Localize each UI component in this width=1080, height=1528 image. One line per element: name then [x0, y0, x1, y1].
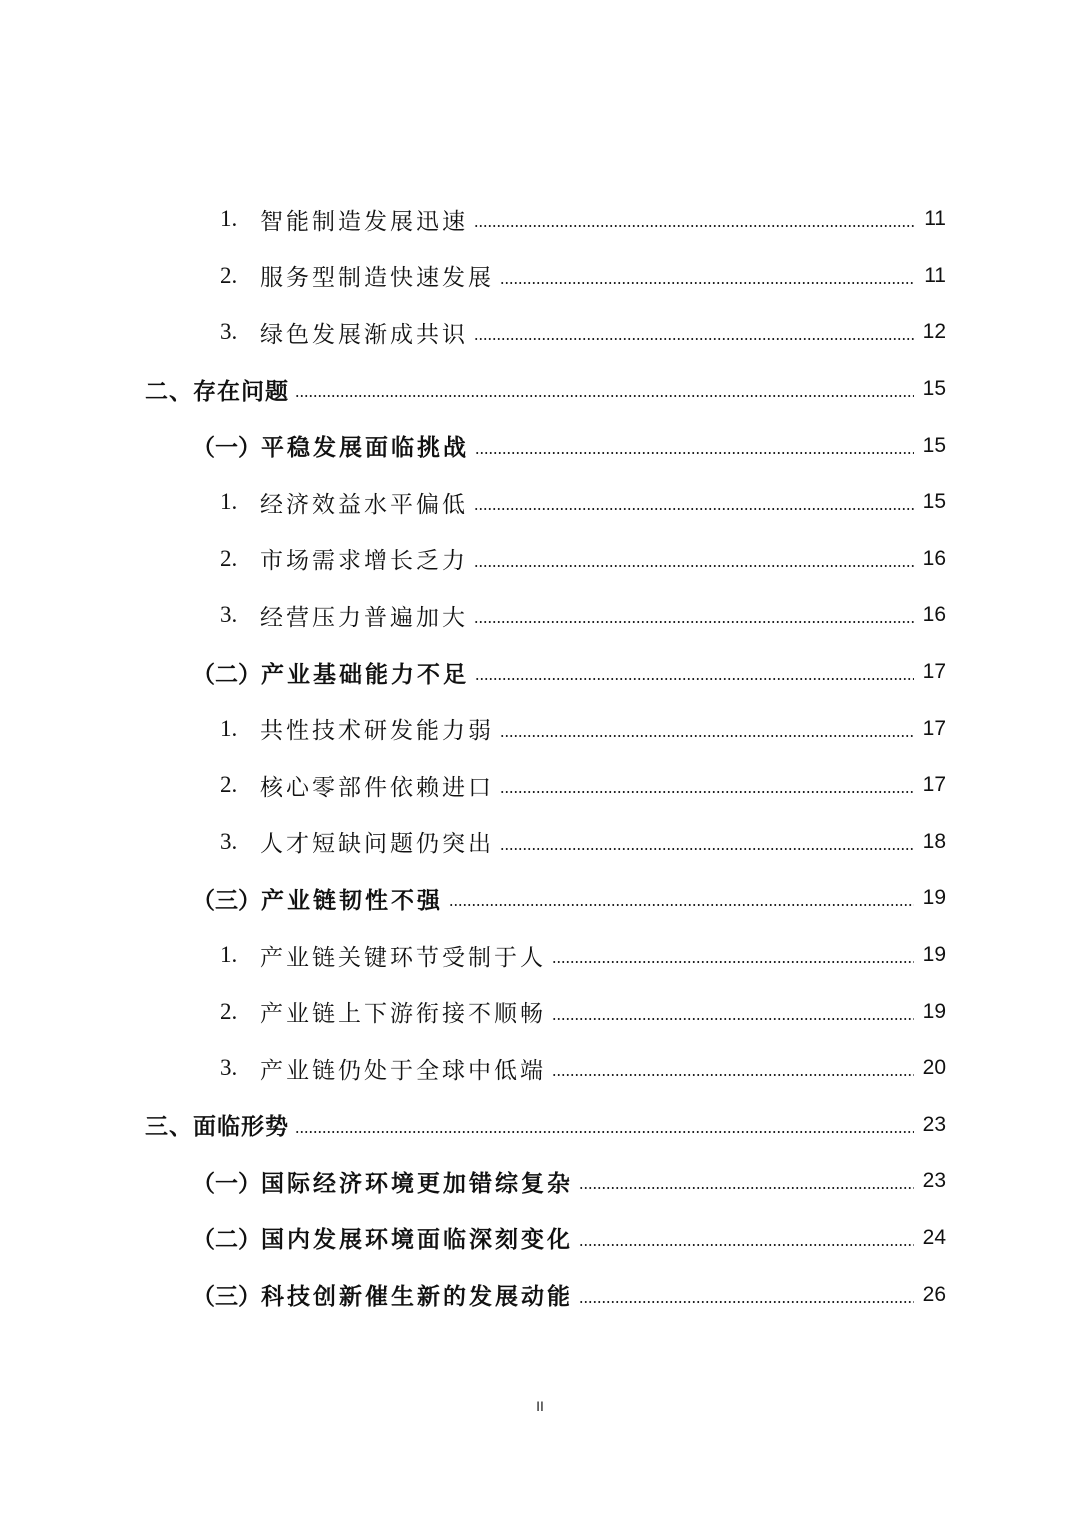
toc-entry-page: 11	[924, 263, 946, 287]
toc-entry-page: 19	[922, 999, 946, 1023]
toc-entry[interactable]	[0, 644, 1080, 701]
toc-entry-title: 绿色发展渐成共识	[260, 321, 468, 348]
toc-entry-title: 智能制造发展迅速	[260, 208, 468, 235]
toc-dot-leader	[552, 961, 914, 963]
toc-entry-number: 二、	[145, 378, 193, 405]
toc-entry[interactable]	[0, 587, 1080, 644]
toc-entry[interactable]	[0, 700, 1080, 757]
toc-entry[interactable]	[0, 757, 1080, 814]
toc-entry-page: 26	[922, 1282, 946, 1306]
toc-entry-page: 16	[922, 546, 946, 570]
toc-entry-number: 2.	[220, 262, 238, 288]
toc-entry-page: 23	[922, 1169, 946, 1193]
toc-entry-number: 1.	[220, 489, 238, 515]
toc-dot-leader	[295, 395, 914, 397]
toc-entry-page: 15	[922, 377, 946, 401]
toc-entry[interactable]	[0, 417, 1080, 474]
toc-entry-page: 18	[922, 829, 946, 853]
toc-dot-leader	[500, 282, 914, 284]
toc-entry-page: 23	[922, 1112, 946, 1136]
toc-entry-title: 服务型制造快速发展	[260, 265, 494, 292]
toc-entry-page: 19	[922, 886, 946, 910]
toc-entry[interactable]	[0, 474, 1080, 531]
toc-entry-number: 1.	[220, 942, 238, 968]
toc-dot-leader	[579, 1187, 914, 1189]
toc-entry-page: 17	[922, 660, 946, 684]
toc-dot-leader	[474, 338, 914, 340]
toc-dot-leader	[474, 508, 914, 510]
toc-dot-leader	[552, 1074, 914, 1076]
toc-entry-title: 人才短缺问题仍突出	[260, 831, 494, 858]
toc-entry-number: 3.	[220, 319, 238, 345]
toc-entry-page: 20	[922, 1056, 946, 1080]
table-of-contents	[0, 191, 1080, 1323]
toc-entry[interactable]	[0, 983, 1080, 1040]
toc-entry-number: 2.	[220, 545, 238, 571]
toc-entry-number: 3.	[220, 828, 238, 854]
toc-entry-page: 17	[922, 773, 946, 797]
toc-entry[interactable]	[0, 304, 1080, 361]
toc-dot-leader	[475, 678, 914, 680]
toc-entry-number: 三、	[145, 1114, 193, 1141]
toc-entry-page: 15	[922, 433, 946, 457]
toc-entry[interactable]	[0, 1153, 1080, 1210]
toc-entry-page: 11	[924, 207, 946, 231]
toc-entry-title: 科技创新催生新的发展动能	[261, 1283, 573, 1311]
toc-entry[interactable]	[0, 191, 1080, 248]
toc-entry-number: （三）	[192, 886, 261, 914]
toc-entry-number: （三）	[192, 1283, 261, 1311]
toc-dot-leader	[552, 1018, 914, 1020]
toc-dot-leader	[500, 848, 914, 850]
toc-entry-page: 15	[922, 490, 946, 514]
toc-entry-page: 16	[922, 603, 946, 627]
toc-entry-title: 经济效益水平偏低	[260, 491, 468, 518]
toc-entry-page: 17	[922, 716, 946, 740]
toc-entry-number: 3.	[220, 602, 238, 628]
toc-entry-title: 产业链关键环节受制于人	[260, 944, 546, 971]
toc-entry-title: 国内发展环境面临深刻变化	[261, 1226, 573, 1254]
toc-dot-leader	[474, 565, 914, 567]
toc-entry-title: 市场需求增长乏力	[260, 548, 468, 575]
toc-dot-leader	[475, 452, 914, 454]
toc-entry[interactable]	[0, 814, 1080, 871]
toc-entry-title: 面临形势	[193, 1114, 289, 1141]
toc-entry-title: 核心零部件依赖进口	[260, 774, 494, 801]
toc-entry[interactable]	[0, 1210, 1080, 1267]
toc-entry-title: 产业基础能力不足	[261, 660, 469, 688]
toc-dot-leader	[500, 791, 914, 793]
toc-dot-leader	[579, 1244, 914, 1246]
toc-entry-number: 1.	[220, 715, 238, 741]
toc-entry[interactable]	[0, 361, 1080, 418]
toc-dot-leader	[474, 621, 914, 623]
toc-dot-leader	[579, 1301, 914, 1303]
toc-dot-leader	[295, 1131, 914, 1133]
toc-entry[interactable]	[0, 248, 1080, 305]
toc-entry-number: 3.	[220, 1055, 238, 1081]
toc-dot-leader	[500, 735, 914, 737]
toc-entry[interactable]	[0, 531, 1080, 588]
toc-entry-number: 2.	[220, 998, 238, 1024]
toc-entry-page: 24	[922, 1225, 946, 1249]
toc-entry-page: 12	[922, 320, 946, 344]
toc-entry-title: 产业链仍处于全球中低端	[260, 1057, 546, 1084]
toc-entry-number: （二）	[192, 1226, 261, 1254]
toc-dot-leader	[449, 904, 914, 906]
toc-entry[interactable]	[0, 927, 1080, 984]
toc-dot-leader	[474, 225, 914, 227]
toc-entry[interactable]	[0, 1266, 1080, 1323]
toc-entry-title: 产业链上下游衔接不顺畅	[260, 1001, 546, 1028]
page-number: II	[536, 1398, 544, 1414]
toc-entry-number: 2.	[220, 772, 238, 798]
toc-entry-title: 平稳发展面临挑战	[261, 434, 469, 462]
toc-entry-title: 产业链韧性不强	[261, 886, 443, 914]
toc-entry-number: 1.	[220, 206, 238, 232]
toc-entry[interactable]	[0, 870, 1080, 927]
toc-entry-page: 19	[922, 943, 946, 967]
toc-entry[interactable]	[0, 1097, 1080, 1154]
toc-entry-title: 共性技术研发能力弱	[260, 718, 494, 745]
toc-entry-title: 经营压力普遍加大	[260, 604, 468, 631]
toc-entry[interactable]	[0, 1040, 1080, 1097]
toc-entry-number: （一）	[192, 1169, 261, 1197]
toc-entry-title: 存在问题	[193, 378, 289, 405]
toc-entry-title: 国际经济环境更加错综复杂	[261, 1169, 573, 1197]
toc-entry-number: （二）	[192, 660, 261, 688]
toc-entry-number: （一）	[192, 434, 261, 462]
